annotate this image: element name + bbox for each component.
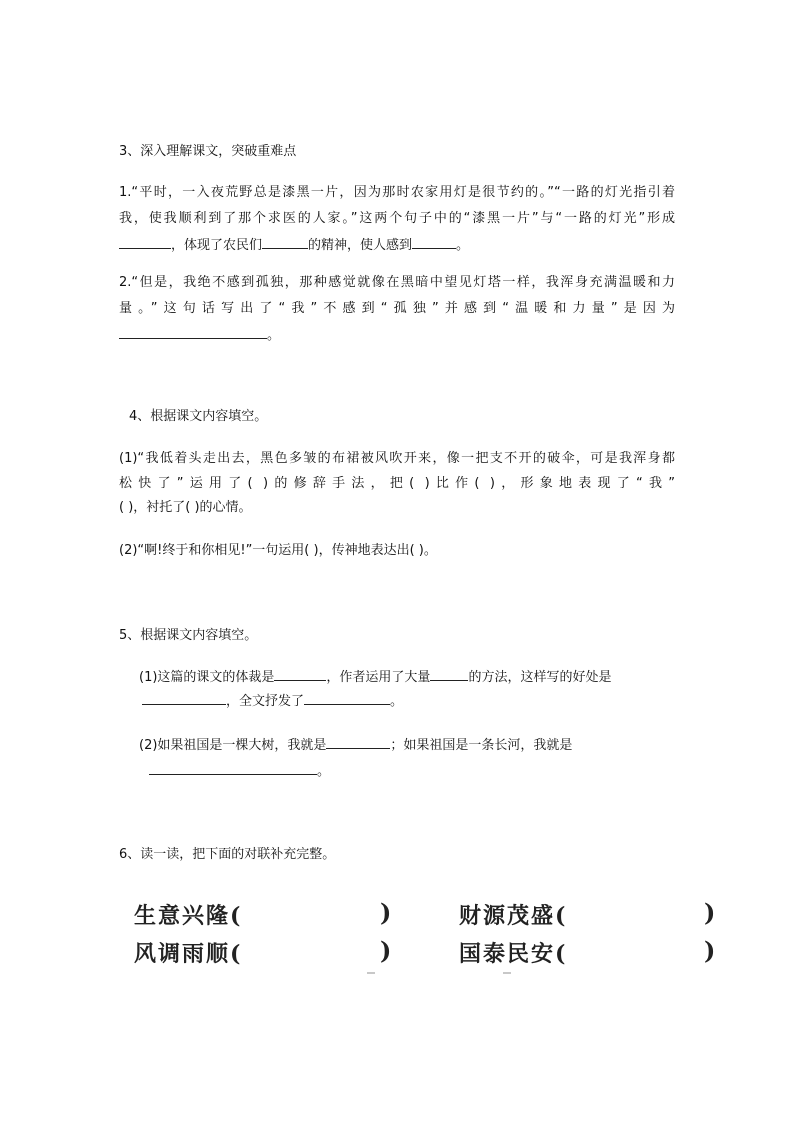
- answer-blank[interactable]: [119, 236, 171, 249]
- couplet-line-2: 财源茂盛(: [459, 903, 568, 929]
- s5-q2-text-a: (2)如果祖国是一棵大树，我就是: [139, 738, 327, 753]
- section-5-heading: 5、根据课文内容填空。: [119, 628, 258, 643]
- answer-blank[interactable]: [274, 668, 326, 681]
- s5-q2-line2: [149, 762, 330, 781]
- s4-q1-line1: (1)“我低着头走出去，黑色多皱的布裙被风吹开来，像一把支不开的破伞，可是我浑身都: [119, 451, 675, 466]
- section-3-heading: 3、深入理解课文，突破重难点: [119, 144, 297, 159]
- couplet-close-paren-4: ): [704, 936, 716, 965]
- answer-blank[interactable]: [119, 326, 267, 339]
- answer-blank[interactable]: [142, 692, 226, 705]
- s5-q2-text-b: ；如果祖国是一条长河，我就是: [390, 738, 573, 753]
- couplet-line-1: 生意兴隆(: [134, 903, 243, 929]
- answer-blank[interactable]: [326, 736, 390, 749]
- section-4-heading: 4、根据课文内容填空。: [129, 409, 268, 424]
- s4-q2-line1: (2)“啊!终于和你相见!”一句运用( )，传神地表达出( )。: [119, 543, 437, 558]
- section-6-heading: 6、读一读，把下面的对联补充完整。: [119, 847, 336, 862]
- s4-q1-line2: 松快了”运用了( )的修辞手法，把( )比作( )，形象地表现了“我”: [119, 476, 675, 491]
- scan-mark: [367, 972, 375, 974]
- s5-q1-text-a: (1)这篇的课文的体裁是: [139, 670, 275, 685]
- couplet-line-4: 国泰民安(: [459, 941, 568, 967]
- s3-q2-line1: 2.“但是，我绝不感到孤独，那种感觉就像在黑暗中望见灯塔一样，我浑身充满温暖和力: [119, 275, 675, 290]
- s5-q1-text-e: 。: [390, 694, 404, 709]
- answer-blank[interactable]: [430, 668, 468, 681]
- couplet-line-3: 风调雨顺(: [134, 941, 243, 967]
- couplet-close-paren-2: ): [704, 898, 716, 927]
- answer-blank[interactable]: [304, 692, 390, 705]
- answer-blank[interactable]: [262, 236, 308, 249]
- s3-q1-text-a: ，体现了农民们: [171, 238, 263, 253]
- s5-q2-text-end: 。: [317, 764, 331, 779]
- couplet-close-paren-3: ): [380, 936, 392, 965]
- s5-q1-text-d: ，全文抒发了: [226, 694, 305, 709]
- s5-q1-text-b: ，作者运用了大量: [326, 670, 431, 685]
- s5-q1-line1: [139, 668, 611, 687]
- s3-q2-text-end: 。: [267, 328, 281, 343]
- scan-mark: [503, 972, 511, 974]
- s3-q1-text-b: 的精神，使人感到: [308, 238, 413, 253]
- couplet-close-paren-1: ): [380, 898, 392, 927]
- s3-q2-line3: [119, 326, 280, 345]
- answer-blank[interactable]: [412, 236, 456, 249]
- s3-q2-line2: 量。”这句话写出了“我”不感到“孤独”并感到“温暖和力量”是因为: [119, 301, 675, 316]
- s4-q1-line3: ( )，衬托了( )的心情。: [119, 500, 252, 515]
- s5-q2-line1: [139, 736, 572, 755]
- answer-blank[interactable]: [149, 762, 317, 775]
- s5-q1-text-c: 的方法，这样写的好处是: [468, 670, 612, 685]
- s3-q1-line1: 1.“平时，一入夜荒野总是漆黑一片，因为那时农家用灯是很节约的。”“一路的灯光指引着: [119, 185, 675, 200]
- s3-q1-line3: [119, 236, 469, 255]
- s3-q1-line2: 我，使我顺利到了那个求医的人家。”这两个句子中的“漆黑一片”与“一路的灯光”形成: [119, 211, 675, 226]
- s5-q1-line2: [142, 692, 403, 711]
- s3-q1-text-c: 。: [456, 238, 470, 253]
